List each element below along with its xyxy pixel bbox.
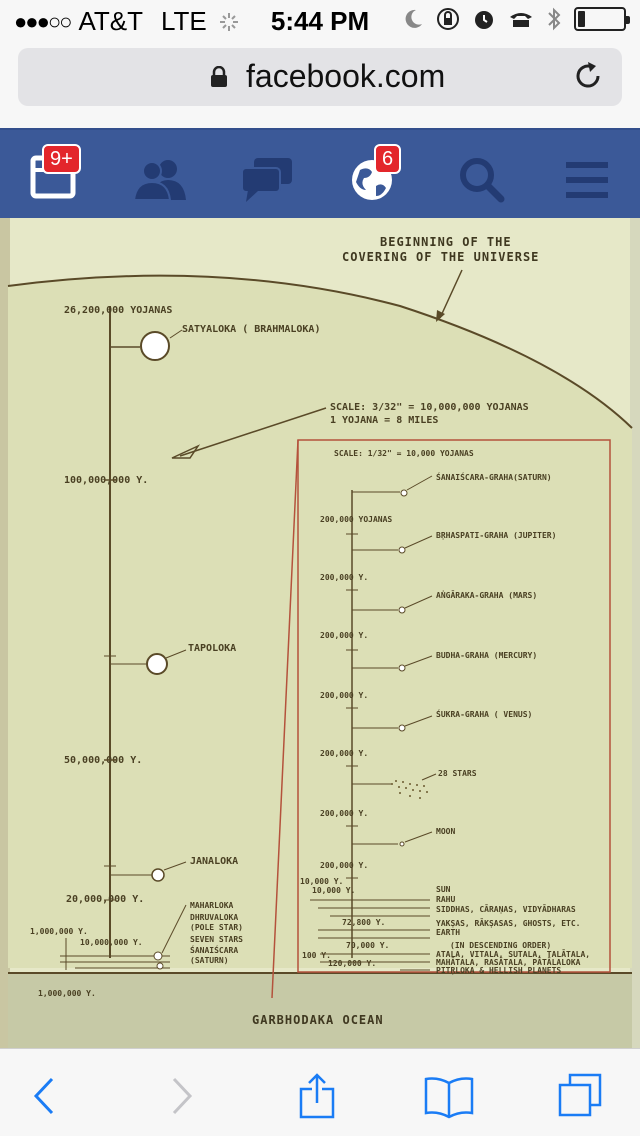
lock-icon [210,66,228,88]
facebook-nav-bar [0,128,640,218]
reload-icon[interactable] [572,60,604,92]
universe-diagram [0,218,640,1048]
bluetooth-icon [546,6,562,32]
forward-icon[interactable] [154,1071,204,1121]
scale-main-line-2: 1 YOJANA = 8 MILES [330,415,439,426]
inset-bottom-tick-1: 10,000 Y. [300,877,344,886]
tty-icon [508,9,534,29]
top-note-line-2: COVERING OF THE UNIVERSE [342,250,540,264]
inset-bottom-tick-6: 120,000 Y. [328,959,377,968]
descending-label: (IN DESCENDING ORDER) [450,941,552,950]
top-note-line-1: BEGINNING OF THE [380,235,512,249]
inset-tick-5: 200,000 Y. [320,749,369,758]
carrier-name: AT&T [78,6,143,36]
sanaiscara-label: ŚANAIŚCARA [190,946,239,955]
inset-bottom-tick-3: 72,800 Y. [342,918,386,927]
search-icon[interactable] [456,148,516,208]
scale-main-line-1: SCALE: 3/32" = 10,000,000 YOJANAS [330,402,529,413]
news-feed-icon[interactable] [28,148,88,208]
status-right [404,6,626,32]
tick-10m: 10,000,000 Y. [80,938,143,947]
maharloka-label: MAHARLOKA [190,901,234,910]
alarm-icon [472,7,496,31]
mars-label: AṄGĀRAKA-GRAHA (MARS) [436,591,538,600]
address-bar[interactable] [18,48,622,106]
inset-tick-1: 200,000 YOJANAS [320,515,393,524]
siddhas-label: SIDDHAS, CĀRAṆAS, VIDYĀDHARAS [436,905,576,914]
tick-1m-b: 1,000,000 Y. [38,989,96,998]
seven-stars-label: SEVEN STARS [190,935,243,944]
friends-icon[interactable] [132,148,192,208]
bookmarks-icon[interactable] [424,1071,474,1121]
saturn-label: (SATURN) [190,956,229,965]
yaksas-label: YAKṢAS, RĀKṢASAS, GHOSTS, ETC. [436,919,581,928]
inset-tick-4: 200,000 Y. [320,691,369,700]
pole-star-label: (POLE STAR) [190,923,243,932]
inset-tick-7: 200,000 Y. [320,861,369,870]
inset-bottom-tick-4: 70,000 Y. [346,941,390,950]
browser-toolbar [0,1048,640,1136]
inset-tick-2: 200,000 Y. [320,573,369,582]
diagram-image [0,218,640,1048]
orientation-lock-icon [436,7,460,31]
signal-strength: ●●●○○ [14,8,71,34]
ocean-label: GARBHODAKA OCEAN [252,1013,384,1027]
mercury-label: BUDHA-GRAHA (MERCURY) [436,651,538,660]
notifications-badge: 6 [374,144,401,174]
inset-tick-3: 200,000 Y. [320,631,369,640]
jupiter-label: BṚHASPATI-GRAHA (JUPITER) [436,531,557,540]
tick-50m: 50,000,000 Y. [64,755,143,766]
inset-bottom-tick-5: 100 Y. [302,951,331,960]
tapoloka-planet [147,654,167,674]
stars-label: 28 STARS [438,769,477,778]
earth-label: EARTH [436,928,461,937]
inset-bottom-tick-2: 10,000 Y. [312,886,356,895]
sun-label: SUN [436,885,451,894]
status-bar [0,0,640,40]
tabs-icon[interactable] [556,1071,606,1121]
moon-label: MOON [436,827,456,836]
axis-top-label: 26,200,000 YOJANAS [64,305,173,316]
moon-icon [404,8,424,30]
venus-label: ŚUKRA-GRAHA ( VENUS) [436,710,533,719]
janaloka-label: JANALOKA [190,856,239,867]
lower-planets-2: MAHĀTALA, RASĀTALA, PĀTĀLALOKA [436,958,581,967]
scale-inset: SCALE: 1/32" = 10,000 YOJANAS [334,449,474,458]
tick-1m-a: 1,000,000 Y. [30,927,88,936]
tapoloka-label: TAPOLOKA [188,643,237,654]
notifications-globe-icon[interactable] [348,148,408,208]
lower-planets-3: PITṚLOKA & HELLISH PLANETS [436,966,562,975]
satyaloka-label: SATYALOKA ( BRAHMALOKA) [182,324,321,335]
menu-icon[interactable] [562,148,622,208]
tick-20m: 20,000,000 Y. [66,894,145,905]
share-icon[interactable] [292,1071,342,1121]
tick-100m: 100,000,000 Y. [64,475,149,486]
inset-tick-6: 200,000 Y. [320,809,369,818]
ocean-band [8,973,632,1048]
saturn-inset-label: ŚANAIŚCARA-GRAHA(SATURN) [436,473,552,482]
back-icon[interactable] [22,1071,72,1121]
dhruvaloka-label: DHRUVALOKA [190,913,239,922]
battery-icon [574,7,626,31]
rahu-label: RAHU [436,895,456,904]
page-url[interactable]: facebook.com [246,58,446,94]
janaloka-planet [152,869,164,881]
clock: 5:44 PM [270,6,370,36]
lower-planets-1: ATALA, VITALA, SUTALA, TALĀTALA, [436,950,591,959]
satyaloka-planet [141,332,169,360]
messages-icon[interactable] [240,148,300,208]
news-feed-badge: 9+ [42,144,81,174]
network-type: LTE [160,6,207,36]
